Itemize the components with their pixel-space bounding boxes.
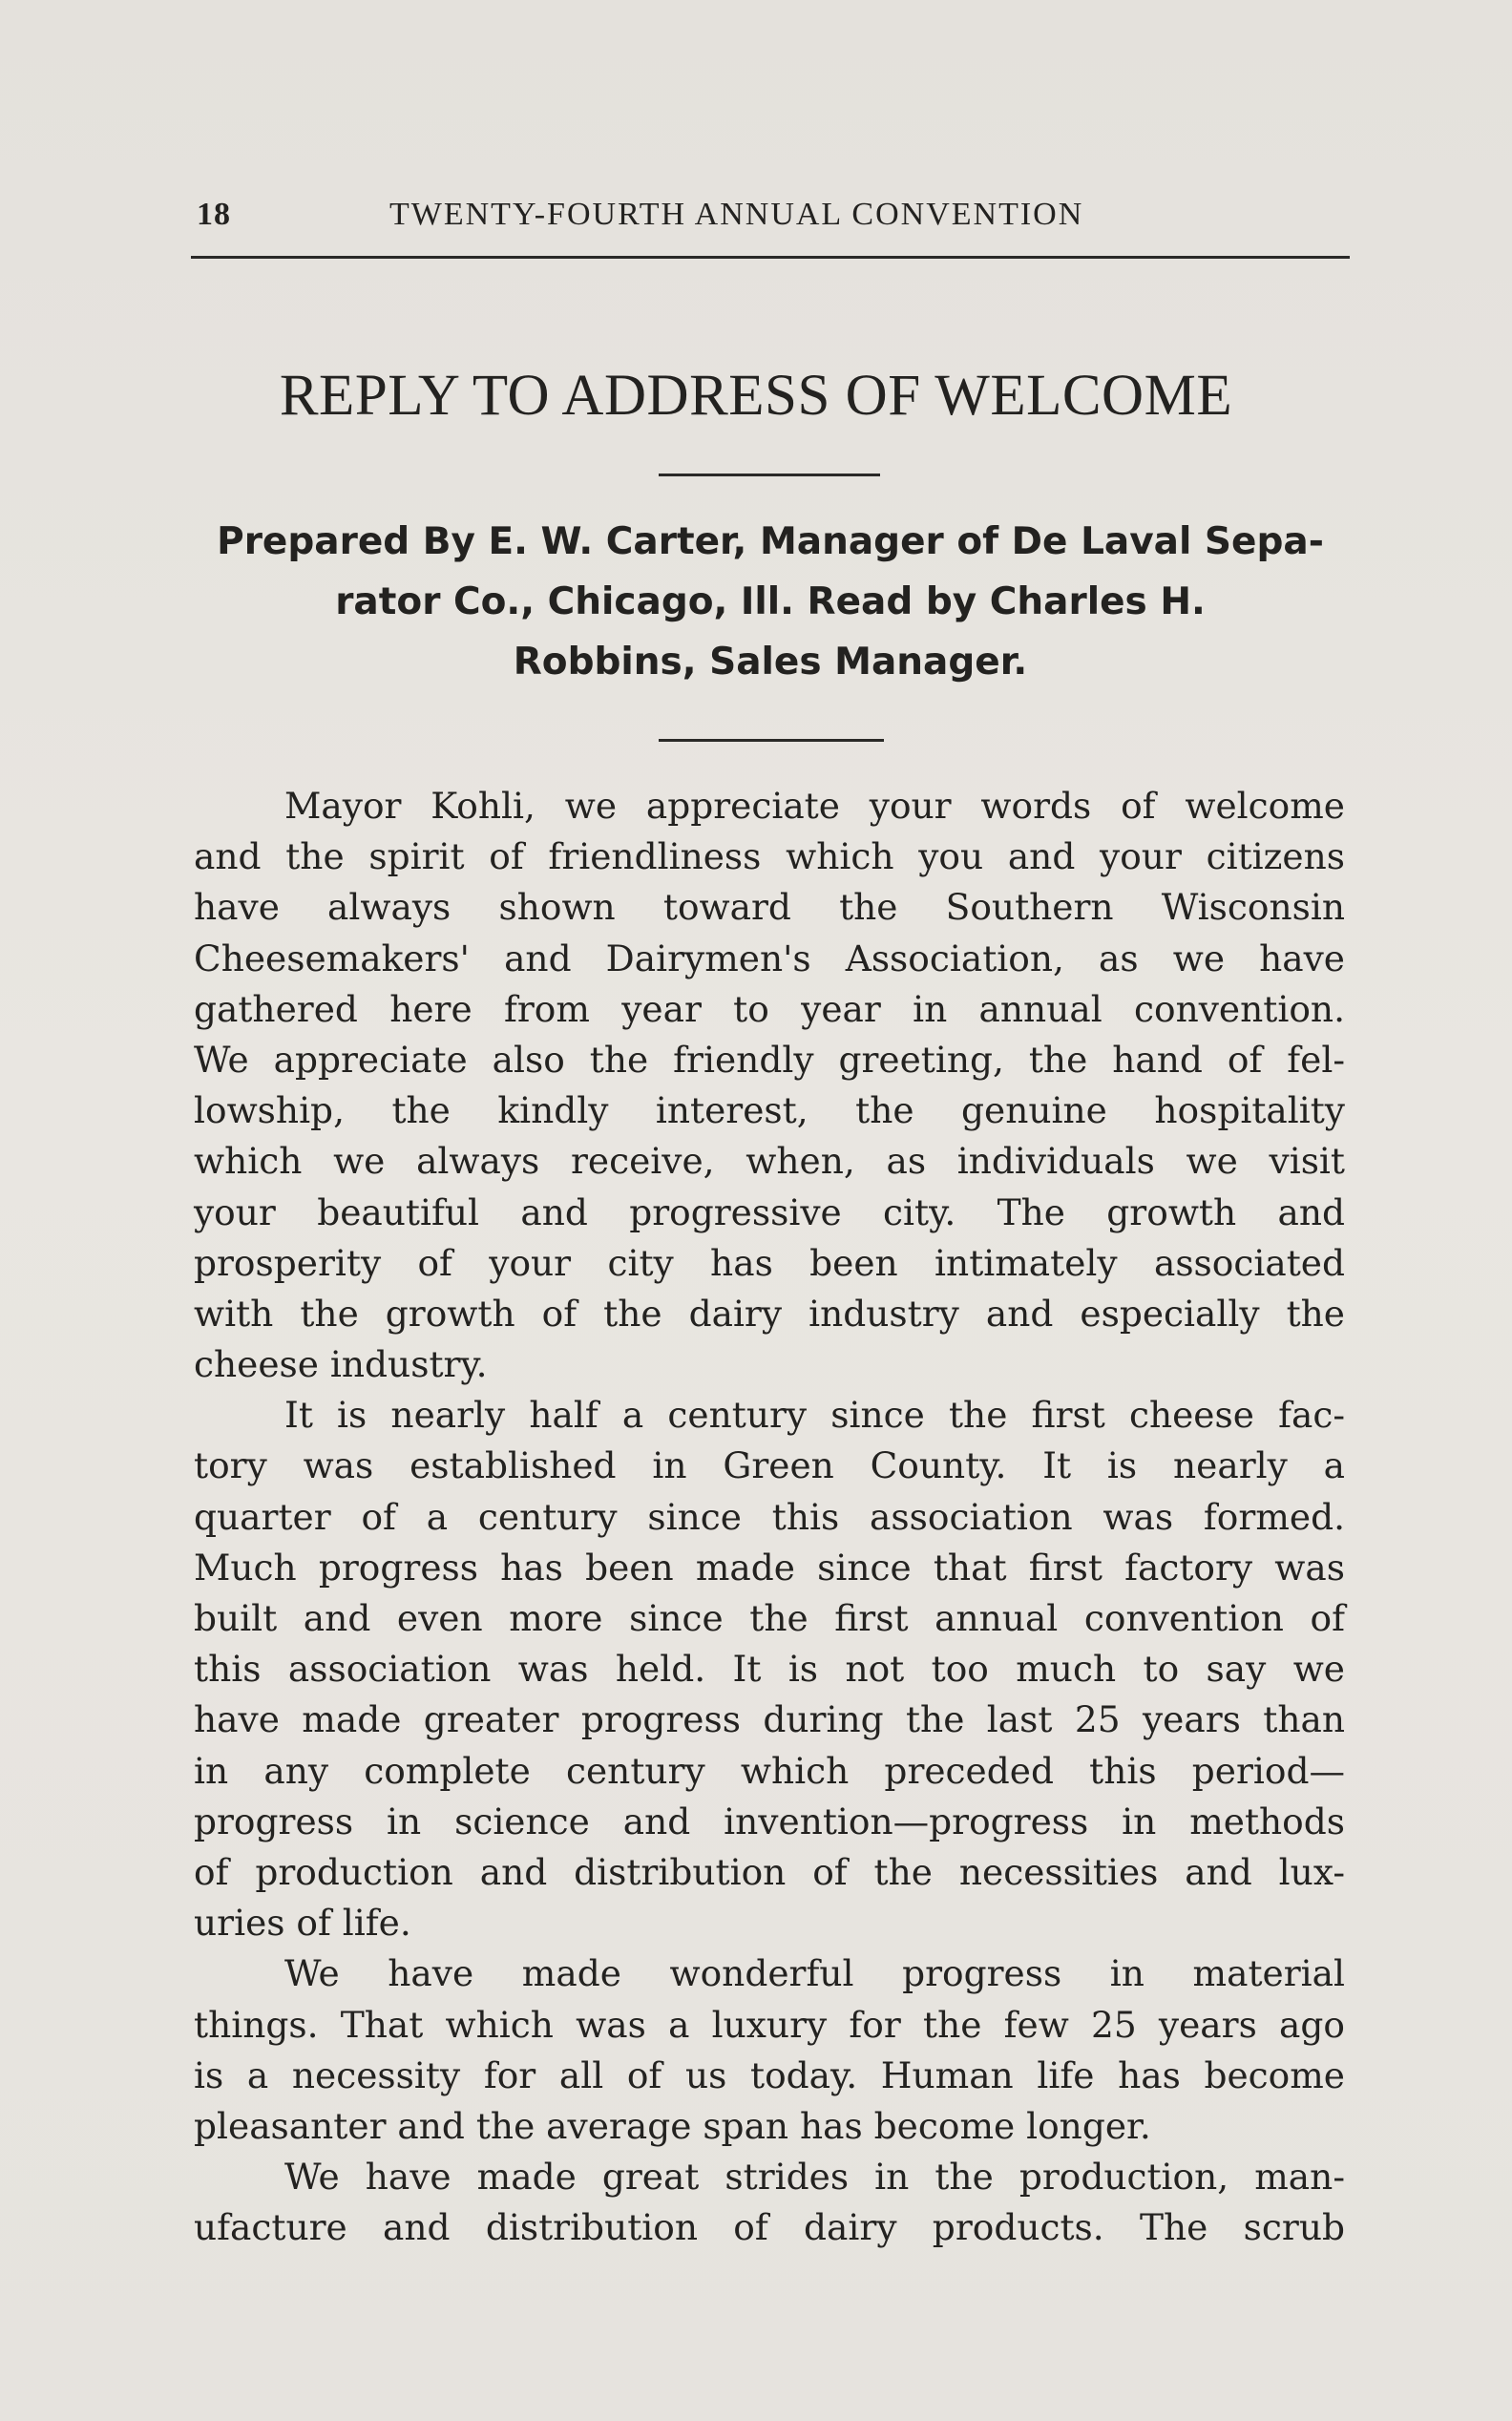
- paragraph-line: We have made great strides in the production, man-: [284, 2156, 1345, 2199]
- paragraph-line: of production and distribution of the necessities and lux-: [194, 1850, 1345, 1893]
- article-title: REPLY TO ADDRESS OF WELCOME: [279, 364, 1233, 428]
- byline-line: Robbins, Sales Manager.: [513, 641, 1028, 684]
- paragraph-line: things. That which was a luxury for the few 25 years ago: [194, 2003, 1345, 2046]
- paragraph-line: Cheesemakers' and Dairymen's Association, as we have: [194, 937, 1345, 979]
- paragraph-line: It is nearly half a century since the first cheese fac-: [284, 1394, 1345, 1437]
- paragraph-line: cheese industry.: [194, 1343, 488, 1386]
- paragraph-line: ufacture and distribution of dairy products. The scrub: [194, 2206, 1345, 2249]
- paragraph-line: gathered here from year to year in annual convention.: [194, 987, 1345, 1030]
- paragraph-line: which we always receive, when, as individuals we visit: [194, 1140, 1345, 1183]
- paragraph-line: quarter of a century since this association was formed.: [194, 1495, 1345, 1538]
- paragraph-line: have always shown toward the Southern Wisconsin: [194, 886, 1345, 929]
- paragraph-line: We appreciate also the friendly greeting, the hand of fel-: [194, 1038, 1345, 1081]
- paragraph-line: is a necessity for all of us today. Human life has become: [194, 2053, 1345, 2096]
- paragraph-line: your beautiful and progressive city. The growth and: [194, 1190, 1345, 1233]
- byline-line: rator Co., Chicago, Ill. Read by Charles H.: [335, 580, 1206, 623]
- paragraph-line: built and even more since the first annual convention of: [194, 1597, 1345, 1639]
- paragraph-line: in any complete century which preceded this period—: [194, 1749, 1345, 1792]
- paragraph-line: Much progress has been made since that first factory was: [194, 1546, 1345, 1589]
- paragraph-line: We have made wonderful progress in material: [284, 1952, 1345, 1995]
- paragraph-line: lowship, the kindly interest, the genuine hospitality: [194, 1089, 1345, 1132]
- byline-line: Prepared By E. W. Carter, Manager of De Laval Sepa-: [217, 520, 1324, 563]
- title-divider: [659, 474, 880, 476]
- paragraph-line: and the spirit of friendliness which you and your citizens: [194, 835, 1345, 878]
- paragraph-line: Mayor Kohli, we appreciate your words of welcome: [284, 785, 1345, 827]
- paragraph-line: prosperity of your city has been intimately associated: [194, 1241, 1345, 1284]
- paragraph-line: with the growth of the dairy industry and especially the: [194, 1292, 1345, 1335]
- paragraph-line: have made greater progress during the last 25 years than: [194, 1698, 1345, 1741]
- paragraph-line: this association was held. It is not too much to say we: [194, 1648, 1345, 1691]
- page-header: [193, 191, 1350, 237]
- paragraph-line: uries of life.: [194, 1902, 411, 1945]
- byline-divider: [659, 739, 884, 742]
- page-number: 18: [197, 197, 231, 232]
- paragraph-line: pleasanter and the average span has become longer.: [194, 2104, 1151, 2147]
- paragraph-line: tory was established in Green County. It is nearly a: [194, 1444, 1345, 1487]
- header-rule: [191, 256, 1350, 259]
- body-text: [194, 781, 1345, 2253]
- byline: [191, 512, 1350, 692]
- paragraph-line: progress in science and invention—progress in methods: [194, 1800, 1345, 1842]
- running-head: TWENTY-FOURTH ANNUAL CONVENTION: [389, 197, 1084, 232]
